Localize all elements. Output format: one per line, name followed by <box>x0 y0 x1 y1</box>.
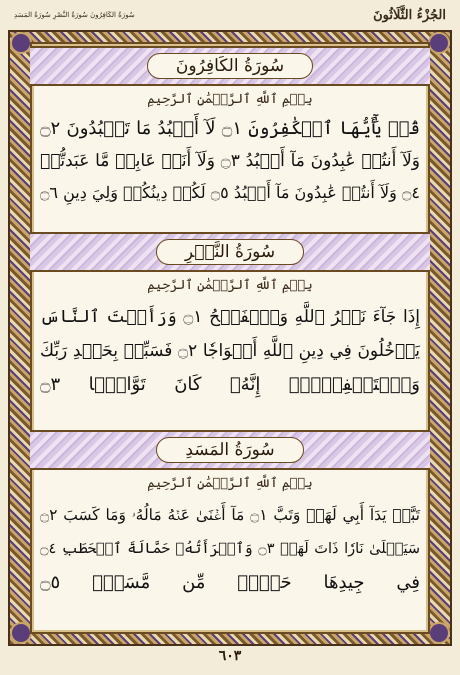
surah-title: سُورَةُ النَّصۡرِ <box>156 239 304 265</box>
surah-names-header: سُورَةُ الكَافِرُونَ سُورَةُ النَّصْرِ سُورَةُ المَسَدِ <box>14 11 135 19</box>
corner-ornament-icon <box>428 32 450 54</box>
corner-ornament-icon <box>10 622 32 644</box>
page-number: ٦٠٣ <box>218 648 242 664</box>
page-header <box>0 0 460 30</box>
juz-label: الجُزْءُ الثَّلَاثُونَ <box>373 7 446 23</box>
verse-line: يَدۡخُلُونَ فِي دِينِ ٱللَّهِ أَفۡوَاجٗا ۝٢ فَسَبِّحۡ بِحَمۡدِ رَبِّكَ <box>40 341 420 361</box>
surah-title-band <box>30 232 430 272</box>
basmala: بِسۡمِ ٱللَّهِ ٱلرَّحۡمَٰنِ ٱلرَّحِيمِ <box>147 92 313 107</box>
surah-title-band <box>30 430 430 470</box>
verse-line: فِي جِيدِهَا حَبۡلٞ مِّن مَّسَدِۭ ۝٥ <box>40 572 420 593</box>
verse-line: وَٱسۡتَغۡفِرۡهُۚ إِنَّهُۥ كَانَ تَوَّابَۢا ۝٣ <box>40 374 420 395</box>
verse-line: إِذَا جَآءَ نَصۡرُ ٱللَّهِ وَٱلۡفَتۡحُ ۝١ وَرَأَيۡتَ ٱلنَّاسَ <box>40 307 420 327</box>
surah-title: سُورَةُ الكَافِرُونَ <box>147 53 313 79</box>
verse-line: تَبَّتۡ يَدَآ أَبِي لَهَبٖ وَتَبَّ ۝١ مَآ أَغۡنَىٰ عَنۡهُ مَالُهُۥ وَمَا كَسَبَ ۝٢ <box>40 506 420 524</box>
verse-line: قُلۡ يَٰٓأَيُّهَا ٱلۡكَٰفِرُونَ ۝١ لَآ أَعۡبُدُ مَا تَعۡبُدُونَ ۝٢ <box>40 118 421 139</box>
verse-line: ۝٤ وَلَآ أَنتُمۡ عَٰبِدُونَ مَآ أَعۡبُدُ ۝٥ لَكُمۡ دِينُكُمۡ وَلِيَ دِينِ ۝٦ <box>40 183 421 202</box>
surah-title-band <box>30 46 430 86</box>
verse-line: سَيَصۡلَىٰ نَارٗا ذَاتَ لَهَبٖ ۝٣ وَٱمۡرَأَتُهُۥ حَمَّالَةَ ٱلۡحَطَبِ ۝٤ <box>40 541 420 557</box>
basmala: بِسۡمِ ٱللَّهِ ٱلرَّحۡمَٰنِ ٱلرَّحِيمِ <box>147 476 313 491</box>
corner-ornament-icon <box>428 622 450 644</box>
verse-line: وَلَآ أَنتُمۡ عَٰبِدُونَ مَآ أَعۡبُدُ ۝٣ وَلَآ أَنَا۠ عَابِدٞ مَّا عَبَدتُّمۡ <box>40 151 420 171</box>
surah-title: سُورَةُ المَسَدِ <box>156 437 303 463</box>
basmala: بِسۡمِ ٱللَّهِ ٱلرَّحۡمَٰنِ ٱلرَّحِيمِ <box>147 278 313 293</box>
corner-ornament-icon <box>10 32 32 54</box>
